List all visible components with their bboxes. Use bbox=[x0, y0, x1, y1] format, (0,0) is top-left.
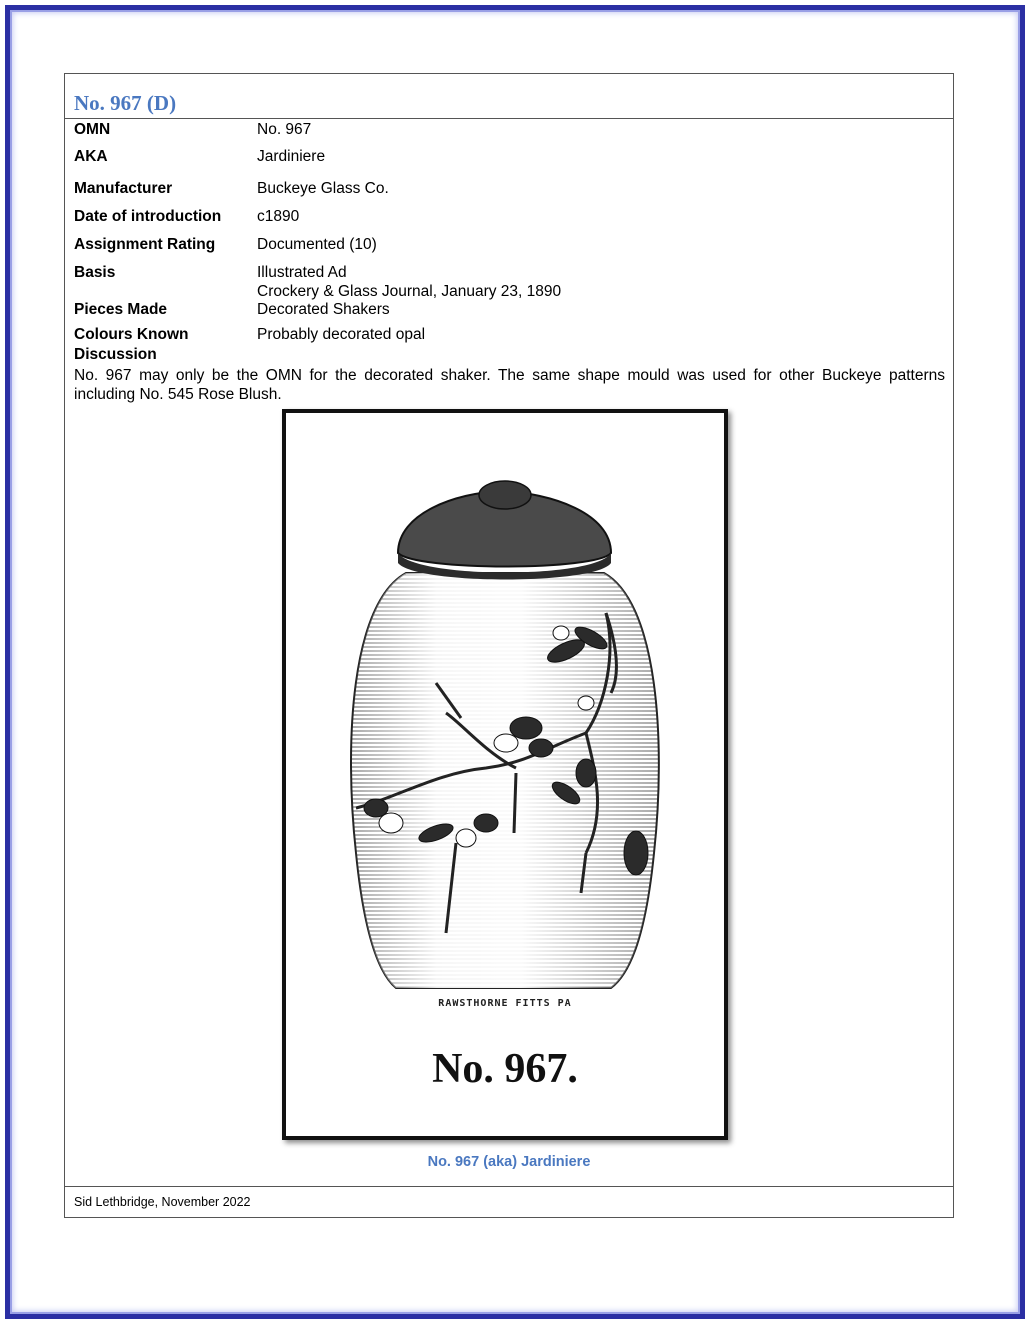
field-value: No. 967 bbox=[257, 121, 312, 138]
shaker-illustration bbox=[286, 413, 724, 1136]
discussion-text: No. 967 may only be the OMN for the decorated shaker. The same shape mould was used for other Buckeye patterns including No. 545 Rose Blush. bbox=[74, 367, 945, 403]
field-value: Probably decorated opal bbox=[257, 326, 426, 343]
field-value: Jardiniere bbox=[257, 148, 326, 165]
title-divider bbox=[65, 118, 953, 119]
page-title: No. 967 (D) bbox=[74, 91, 177, 115]
field-value: Illustrated Ad bbox=[257, 264, 347, 281]
field-value: Documented (10) bbox=[257, 236, 377, 253]
footer-credit: Sid Lethbridge, November 2022 bbox=[74, 1195, 251, 1209]
discussion-heading: Discussion bbox=[74, 346, 157, 363]
field-value: Buckeye Glass Co. bbox=[257, 180, 389, 197]
field-label: OMN bbox=[74, 121, 111, 138]
field-value: Crockery & Glass Journal, January 23, 1890 bbox=[257, 283, 562, 300]
field-label: Basis bbox=[74, 264, 116, 281]
illustration-frame bbox=[282, 409, 728, 1140]
document-sheet bbox=[64, 73, 954, 1218]
field-value: c1890 bbox=[257, 208, 300, 225]
footer-divider bbox=[65, 1186, 953, 1187]
field-label: Pieces Made bbox=[74, 301, 168, 318]
field-value: Decorated Shakers bbox=[257, 301, 390, 318]
maker-mark: RAWSTHORNE FITTS PA bbox=[438, 998, 572, 1009]
field-label: AKA bbox=[74, 148, 108, 165]
field-label: Manufacturer bbox=[74, 180, 173, 197]
field-label: Colours Known bbox=[74, 326, 189, 343]
field-label: Assignment Rating bbox=[74, 236, 216, 253]
figure-caption: No. 967 (aka) Jardiniere bbox=[427, 1154, 591, 1170]
figure-number: No. 967. bbox=[432, 1046, 578, 1092]
field-label: Date of introduction bbox=[74, 208, 222, 225]
